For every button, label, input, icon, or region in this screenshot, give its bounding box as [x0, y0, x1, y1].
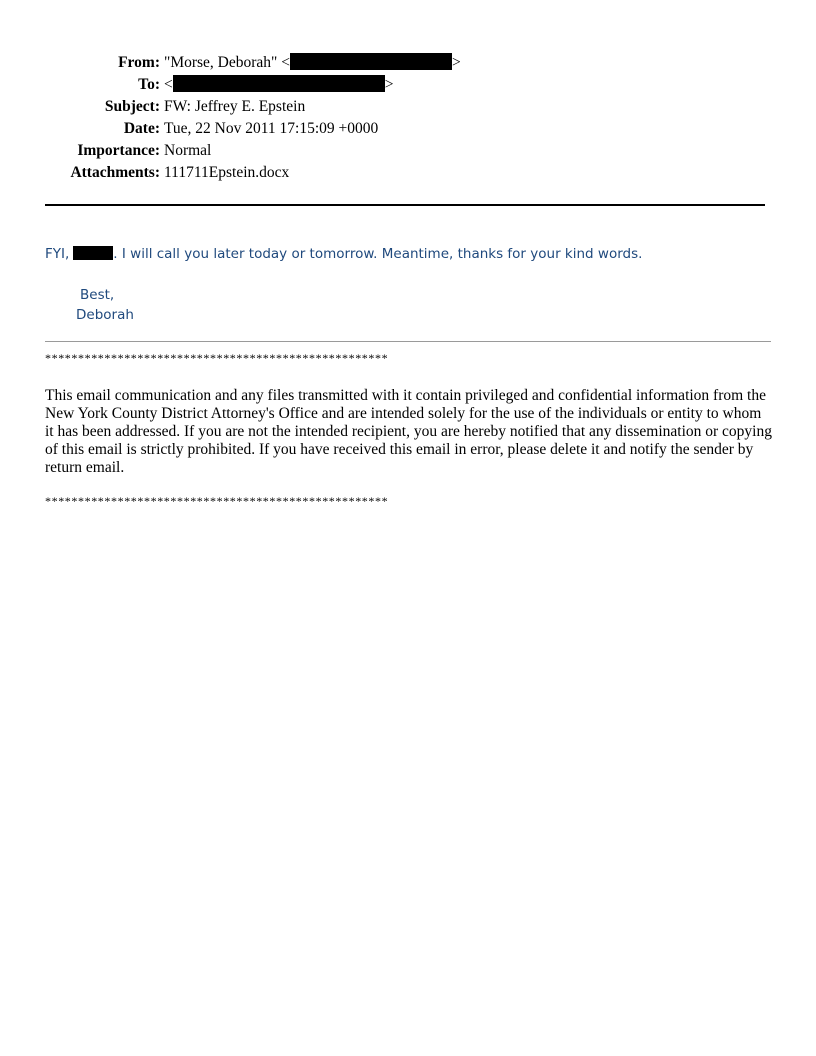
greeting: FYI,	[45, 246, 70, 262]
separator-stars-top: ****************************************************	[45, 351, 389, 365]
importance-label: Importance:	[77, 142, 160, 159]
subject-row	[0, 96, 816, 118]
to-open: <	[164, 76, 173, 93]
to-close: >	[384, 76, 394, 93]
closing: Best,	[80, 287, 115, 303]
date-value: Tue, 22 Nov 2011 17:15:09 +0000	[164, 120, 379, 137]
importance-row	[0, 140, 816, 162]
from-name: "Morse, Deborah" <	[164, 54, 290, 71]
confidentiality-disclaimer: This email communication and any files transmitted with it contain privileged and confidential information from the New York County District Attorney's Office and are intended solely for the use of the individuals or entity to whom it has been addressed. If you are not the intended recipient, you are hereby notified that any dissemination or copying of this email is strictly prohibited. If you have received this email in error, please delete it and notify the sender by return email.	[45, 387, 772, 476]
signature: Deborah	[76, 307, 134, 323]
date-row	[0, 118, 816, 140]
redaction-box	[290, 53, 452, 70]
attachments-row	[0, 162, 816, 184]
date-label: Date:	[123, 120, 160, 137]
from-label: From:	[118, 54, 160, 71]
to-value	[164, 74, 394, 96]
email-header	[0, 52, 816, 184]
from-row	[0, 52, 816, 74]
to-row	[0, 74, 816, 96]
from-close: >	[452, 54, 461, 71]
subject-value: FW: Jeffrey E. Epstein	[164, 98, 306, 115]
subject-label: Subject:	[104, 98, 160, 115]
footer-divider	[45, 341, 771, 342]
importance-value: Normal	[164, 142, 212, 159]
from-value	[164, 52, 461, 74]
header-divider	[45, 204, 765, 206]
redaction-box	[173, 75, 385, 92]
to-label: To:	[138, 76, 160, 93]
message-body	[45, 246, 775, 262]
attachments-label: Attachments:	[70, 164, 160, 181]
attachment-filename[interactable]: 111711Epstein.docx	[164, 164, 290, 181]
message-text: . I will call you later today or tomorrow. Meantime, thanks for your kind words.	[113, 246, 643, 262]
redaction-box	[73, 246, 113, 260]
separator-stars-bottom: ****************************************************	[45, 494, 389, 508]
